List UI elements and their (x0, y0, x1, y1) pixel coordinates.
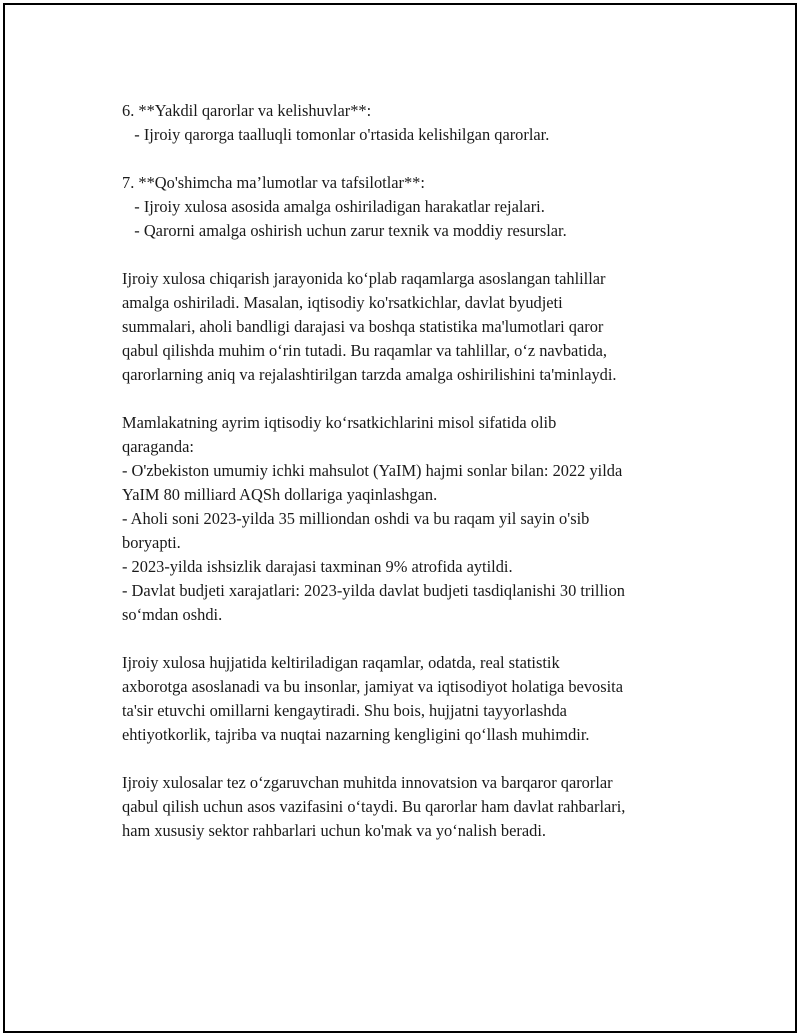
text-line: qarorlarning aniq va rejalashtirilgan tarzda amalga oshirilishini ta'minlaydi. (122, 365, 617, 384)
text-line: - Ijroiy xulosa asosida amalga oshiriladigan harakatlar rejalari. (122, 197, 545, 216)
text-line: 6. **Yakdil qarorlar va kelishuvlar**: (122, 101, 372, 120)
text-line: amalga oshiriladi. Masalan, iqtisodiy ko'rsatkichlar, davlat byudjeti (122, 293, 563, 312)
text-line: - Aholi soni 2023-yilda 35 milliondan oshdi va bu raqam yil sayin o'sib (122, 509, 590, 528)
text-line: qabul qilish uchun asos vazifasini o‘taydi. Bu qarorlar ham davlat rahbarlari, (122, 797, 626, 816)
document-body (122, 99, 697, 843)
text-line: - Davlat budjeti xarajatlari: 2023-yilda davlat budjeti tasdiqlanishi 30 trillion (122, 581, 625, 600)
list-item-6 (122, 99, 697, 147)
text-line: qabul qilishda muhim o‘rin tutadi. Bu raqamlar va tahlillar, o‘z navbatida, (122, 341, 608, 360)
text-line: Ijroiy xulosalar tez o‘zgaruvchan muhitda innovatsion va barqaror qarorlar (122, 773, 613, 792)
text-line: - Ijroiy qarorga taalluqli tomonlar o'rtasida kelishilgan qarorlar. (122, 125, 550, 144)
text-line: ehtiyotkorlik, tajriba va nuqtai nazarning kengligini qo‘llash muhimdir. (122, 725, 590, 744)
text-line: - 2023-yilda ishsizlik darajasi taxminan 9% atrofida aytildi. (122, 557, 513, 576)
text-line: - O'zbekiston umumiy ichki mahsulot (YaIM) hajmi sonlar bilan: 2022 yilda (122, 461, 623, 480)
text-line: axborotga asoslanadi va bu insonlar, jamiyat va iqtisodiyot holatiga bevosita (122, 677, 623, 696)
text-line: boryapti. (122, 533, 181, 552)
text-line: 7. **Qo'shimcha ma’lumotlar va tafsilotlar**: (122, 173, 425, 192)
page-frame (3, 3, 797, 1033)
paragraph-conclusion (122, 771, 697, 843)
text-line: ham xususiy sektor rahbarlari uchun ko'mak va yo‘nalish beradi. (122, 821, 546, 840)
paragraph-analysis (122, 267, 697, 387)
paragraph-statistics (122, 651, 697, 747)
text-line: Ijroiy xulosa chiqarish jarayonida ko‘plab raqamlarga asoslangan tahlillar (122, 269, 606, 288)
text-line: so‘mdan oshdi. (122, 605, 223, 624)
text-line: qaraganda: (122, 437, 194, 456)
text-line: summalari, aholi bandligi darajasi va boshqa statistika ma'lumotlari qaror (122, 317, 604, 336)
list-item-7 (122, 171, 697, 243)
text-line: Ijroiy xulosa hujjatida keltiriladigan raqamlar, odatda, real statistik (122, 653, 560, 672)
text-line: Mamlakatning ayrim iqtisodiy ko‘rsatkichlarini misol sifatida olib (122, 413, 557, 432)
text-line: - Qarorni amalga oshirish uchun zarur texnik va moddiy resurslar. (122, 221, 567, 240)
paragraph-indicators (122, 411, 697, 627)
text-line: ta'sir etuvchi omillarni kengaytiradi. Shu bois, hujjatni tayyorlashda (122, 701, 567, 720)
text-line: YaIM 80 milliard AQSh dollariga yaqinlashgan. (122, 485, 438, 504)
